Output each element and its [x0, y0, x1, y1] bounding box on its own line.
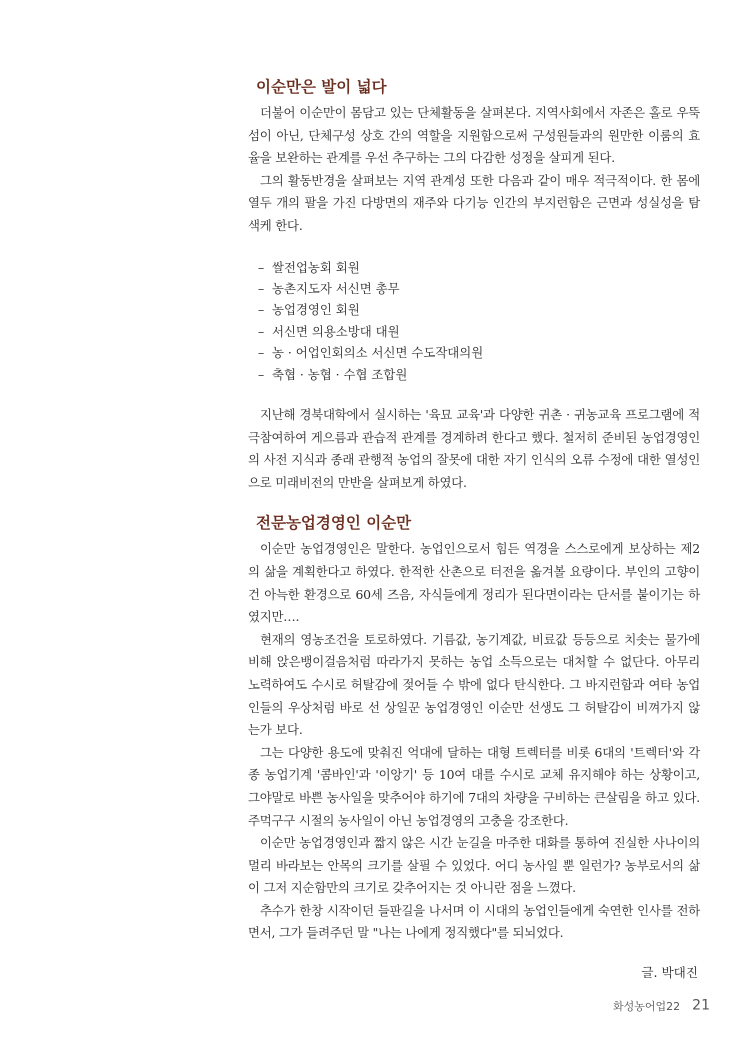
paragraph: 그의 활동반경을 살펴보는 지역 관계성 또한 다음과 같이 매우 적극적이다. 한 몸에 열두 개의 팔을 가진 다방면의 재주와 다기능 인간의 부지런함은 근면과 성실성을 탐색케 한다. [248, 172, 700, 233]
paragraph: 이순만 농업경영인과 짧지 않은 시간 눈길을 마주한 대화를 통하여 진실한 사나이의 멀리 바라보는 안목의 크기를 살필 수 있었다. 어디 농사일 뿐 일런가? 농부로서의 삶이 그저 지순함만의 크기로 갖추어지는 것 아니란 점을 느꼈다. [248, 835, 700, 896]
activity-list [258, 257, 700, 385]
paragraph: 더불어 이순만이 몸담고 있는 단체활동을 살펴본다. 지역사회에서 자존은 홀로 우뚝섬이 아닌, 단체구성 상호 간의 역할을 지원함으로써 구성원들과의 원만한 이룸의 효율을 보완하는 관계를 우선 추구하는 그의 다감한 성정을 살피게 된다. [248, 105, 700, 166]
list-item-text: 농 · 어업인회의소 서신면 수도작대의원 [272, 345, 484, 361]
paragraph: 이순만 농업경영인은 말한다. 농업인으로서 힘든 역경을 스스로에게 보상하는 제2의 삶을 계획한다고 하였다. 한적한 산촌으로 터전을 옮겨볼 요량이다. 부인의 고향이건 아늑한 환경으로 60세 즈음, 자식들에게 정리가 된다면이라는 단서를 붙이기는 하였지만…. [248, 541, 700, 625]
list-item [258, 257, 700, 278]
article-body [248, 76, 700, 981]
list-item [258, 278, 700, 299]
list-item [258, 342, 700, 363]
list-item-text: 농촌지도자 서신면 총무 [272, 280, 400, 296]
paragraph: 지난해 경북대학에서 실시하는 '육묘 교육'과 다양한 귀촌 · 귀농교육 프로그램에 적극참여하여 게으름과 관습적 관계를 경계하려 한다고 했다. 철저히 준비된 농업경영인의 사전 지식과 종래 관행적 농업의 잘못에 대한 자기 인식의 오류 수정에 대한 열성인으로 미래비전의 만반을 살펴보게 하였다. [248, 407, 700, 490]
list-item [258, 299, 700, 320]
section-heading-1: 이순만은 발이 넓다 [256, 78, 387, 96]
list-item [258, 321, 700, 342]
paragraph: 현재의 영농조건을 토로하였다. 기름값, 농기계값, 비료값 등등으로 치솟는 물가에 비해 앉은뱅이걸음처럼 따라가지 못하는 농업 소득으로는 대처할 수 없단다. 아무리 노력하여도 수시로 허탈감에 젖어들 수 밖에 없다 탄식한다. 그 바지런함과 여타 농업인들의 우상처럼 바로 선 상일꾼 농업경영인 이순만 선생도 그 허탈감이 비껴가지 않는가 보다. [248, 631, 700, 738]
list-dash: – [258, 280, 265, 296]
list-dash: – [258, 259, 265, 275]
list-item-text: 축협 · 농협 · 수협 조합원 [272, 366, 408, 382]
page-number: 21 [692, 997, 710, 1014]
list-item [258, 364, 700, 385]
publication-name: 화성농어업22 [613, 999, 681, 1013]
list-item-text: 서신면 의용소방대 대원 [272, 323, 400, 339]
list-dash: – [258, 302, 265, 318]
section-heading-2: 전문농업경영인 이순만 [256, 514, 412, 533]
section-1 [248, 76, 700, 494]
page-footer [560, 995, 710, 1014]
author-byline: 글. 박대진 [641, 965, 698, 981]
list-dash: – [258, 345, 265, 361]
paragraph: 그는 다양한 용도에 맞춰진 억대에 달하는 대형 트렉터를 비롯 6대의 '트렉터'와 각종 농업기계 '콤바인'과 '이앙기' 등 10여 대를 수시로 교체 유지해야 하는 상황이고, 그야말로 바쁜 농사일을 맞추어야 하기에 7대의 차량을 구비하는 큰살림을 하고 있다. 주먹구구 시절의 농사일이 아닌 농업경영의 고충을 강조한다. [248, 744, 700, 828]
list-dash: – [258, 323, 265, 339]
section-2 [248, 512, 700, 981]
list-item-text: 쌀전업농회 회원 [272, 259, 360, 275]
paragraph: 추수가 한창 시작이던 들판길을 나서며 이 시대의 농업인들에게 숙연한 인사를 전하면서, 그가 들려주던 말 "나는 나에게 정직했다"를 되뇌었다. [248, 902, 700, 941]
list-item-text: 농업경영인 회원 [272, 302, 360, 318]
list-dash: – [258, 366, 265, 382]
